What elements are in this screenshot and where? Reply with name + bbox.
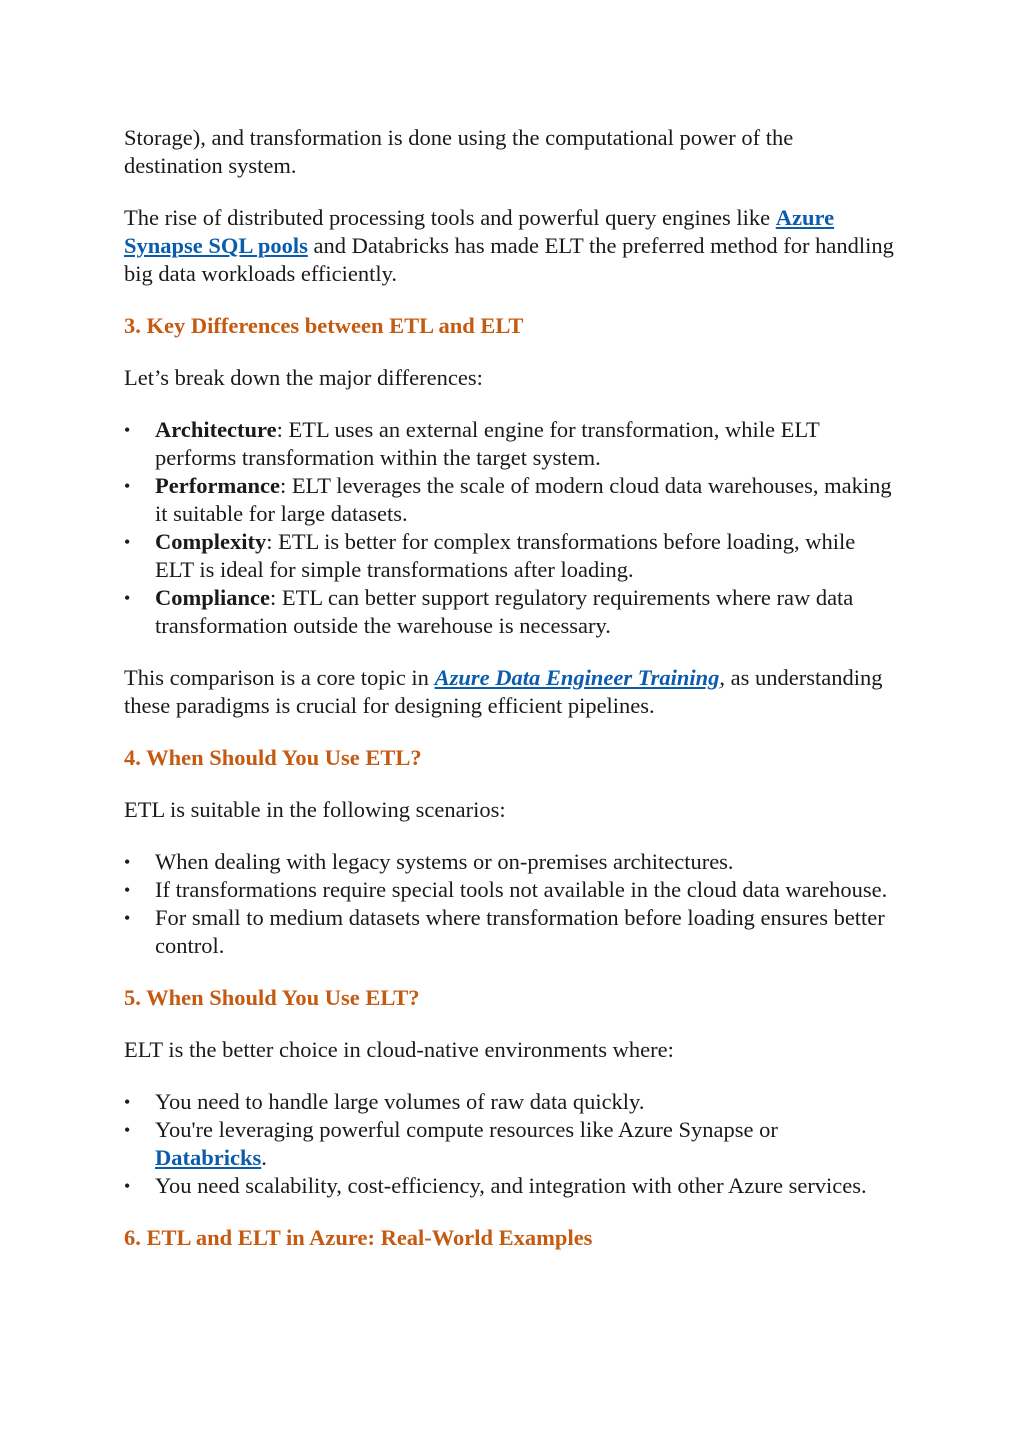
- list-item-term: Complexity: [155, 529, 267, 554]
- list-item: • You need to handle large volumes of raw data quickly.: [124, 1088, 894, 1116]
- comparison-paragraph: [124, 664, 894, 720]
- section-4-intro: ETL is suitable in the following scenarios:: [124, 797, 506, 822]
- list-item: [124, 472, 894, 528]
- section-4-heading: 4. When Should You Use ETL?: [124, 745, 422, 770]
- section-6-heading: 6. ETL and ELT in Azure: Real-World Examples: [124, 1225, 593, 1250]
- list-item-term: Architecture: [155, 417, 277, 442]
- etl-scenarios-list: [124, 848, 894, 960]
- comparison-text-post: , as understanding these paradigms is crucial for designing efficient pipelines.: [124, 665, 883, 718]
- intro-paragraph: Storage), and transformation is done using the computational power of the destination system.: [124, 125, 794, 178]
- list-item: • You need scalability, cost-efficiency, and integration with other Azure services.: [124, 1172, 894, 1200]
- rise-text-post: and Databricks has made ELT the preferred method for handling big data workloads efficiently.: [124, 233, 894, 286]
- document-page: [124, 124, 894, 1276]
- list-item-text: : ETL uses an external engine for transformation, while ELT performs transformation within the target system.: [155, 417, 820, 470]
- azure-synapse-link[interactable]: Azure Synapse SQL pools: [124, 205, 835, 258]
- list-item-text: : ETL can better support regulatory requirements where raw data transformation outside the warehouse is necessary.: [155, 585, 854, 638]
- list-item: • For small to medium datasets where transformation before loading ensures better control.: [124, 904, 894, 960]
- list-item-term: Performance: [155, 473, 280, 498]
- databricks-link[interactable]: Databricks: [155, 1145, 262, 1170]
- rise-text-pre: The rise of distributed processing tools and powerful query engines like: [124, 205, 776, 230]
- list-item: • If transformations require special tools not available in the cloud data warehouse.: [124, 876, 894, 904]
- section-3-intro: Let’s break down the major differences:: [124, 365, 483, 390]
- list-item: [124, 1116, 894, 1172]
- comparison-text-pre: This comparison is a core topic in: [124, 665, 435, 690]
- differences-list: [124, 416, 894, 640]
- rise-paragraph: [124, 204, 894, 288]
- list-item: [124, 528, 894, 584]
- list-item: [124, 584, 894, 640]
- azure-data-engineer-training-link[interactable]: Azure Data Engineer Training: [434, 665, 720, 690]
- list-item-text-post: .: [261, 1145, 267, 1170]
- list-item-text: : ELT leverages the scale of modern cloud data warehouses, making it suitable for large datasets.: [155, 473, 892, 526]
- list-item-text: You're leveraging powerful compute resources like Azure Synapse or: [155, 1117, 778, 1142]
- list-item: [124, 416, 894, 472]
- section-5-heading: 5. When Should You Use ELT?: [124, 985, 420, 1010]
- elt-scenarios-list: [124, 1088, 894, 1200]
- list-item-text: : ETL is better for complex transformations before loading, while ELT is ideal for simple transformations after loading.: [155, 529, 856, 582]
- list-item: • When dealing with legacy systems or on-premises architectures.: [124, 848, 894, 876]
- section-3-heading: 3. Key Differences between ETL and ELT: [124, 313, 524, 338]
- list-item-term: Compliance: [155, 585, 270, 610]
- section-5-intro: ELT is the better choice in cloud-native environments where:: [124, 1037, 674, 1062]
